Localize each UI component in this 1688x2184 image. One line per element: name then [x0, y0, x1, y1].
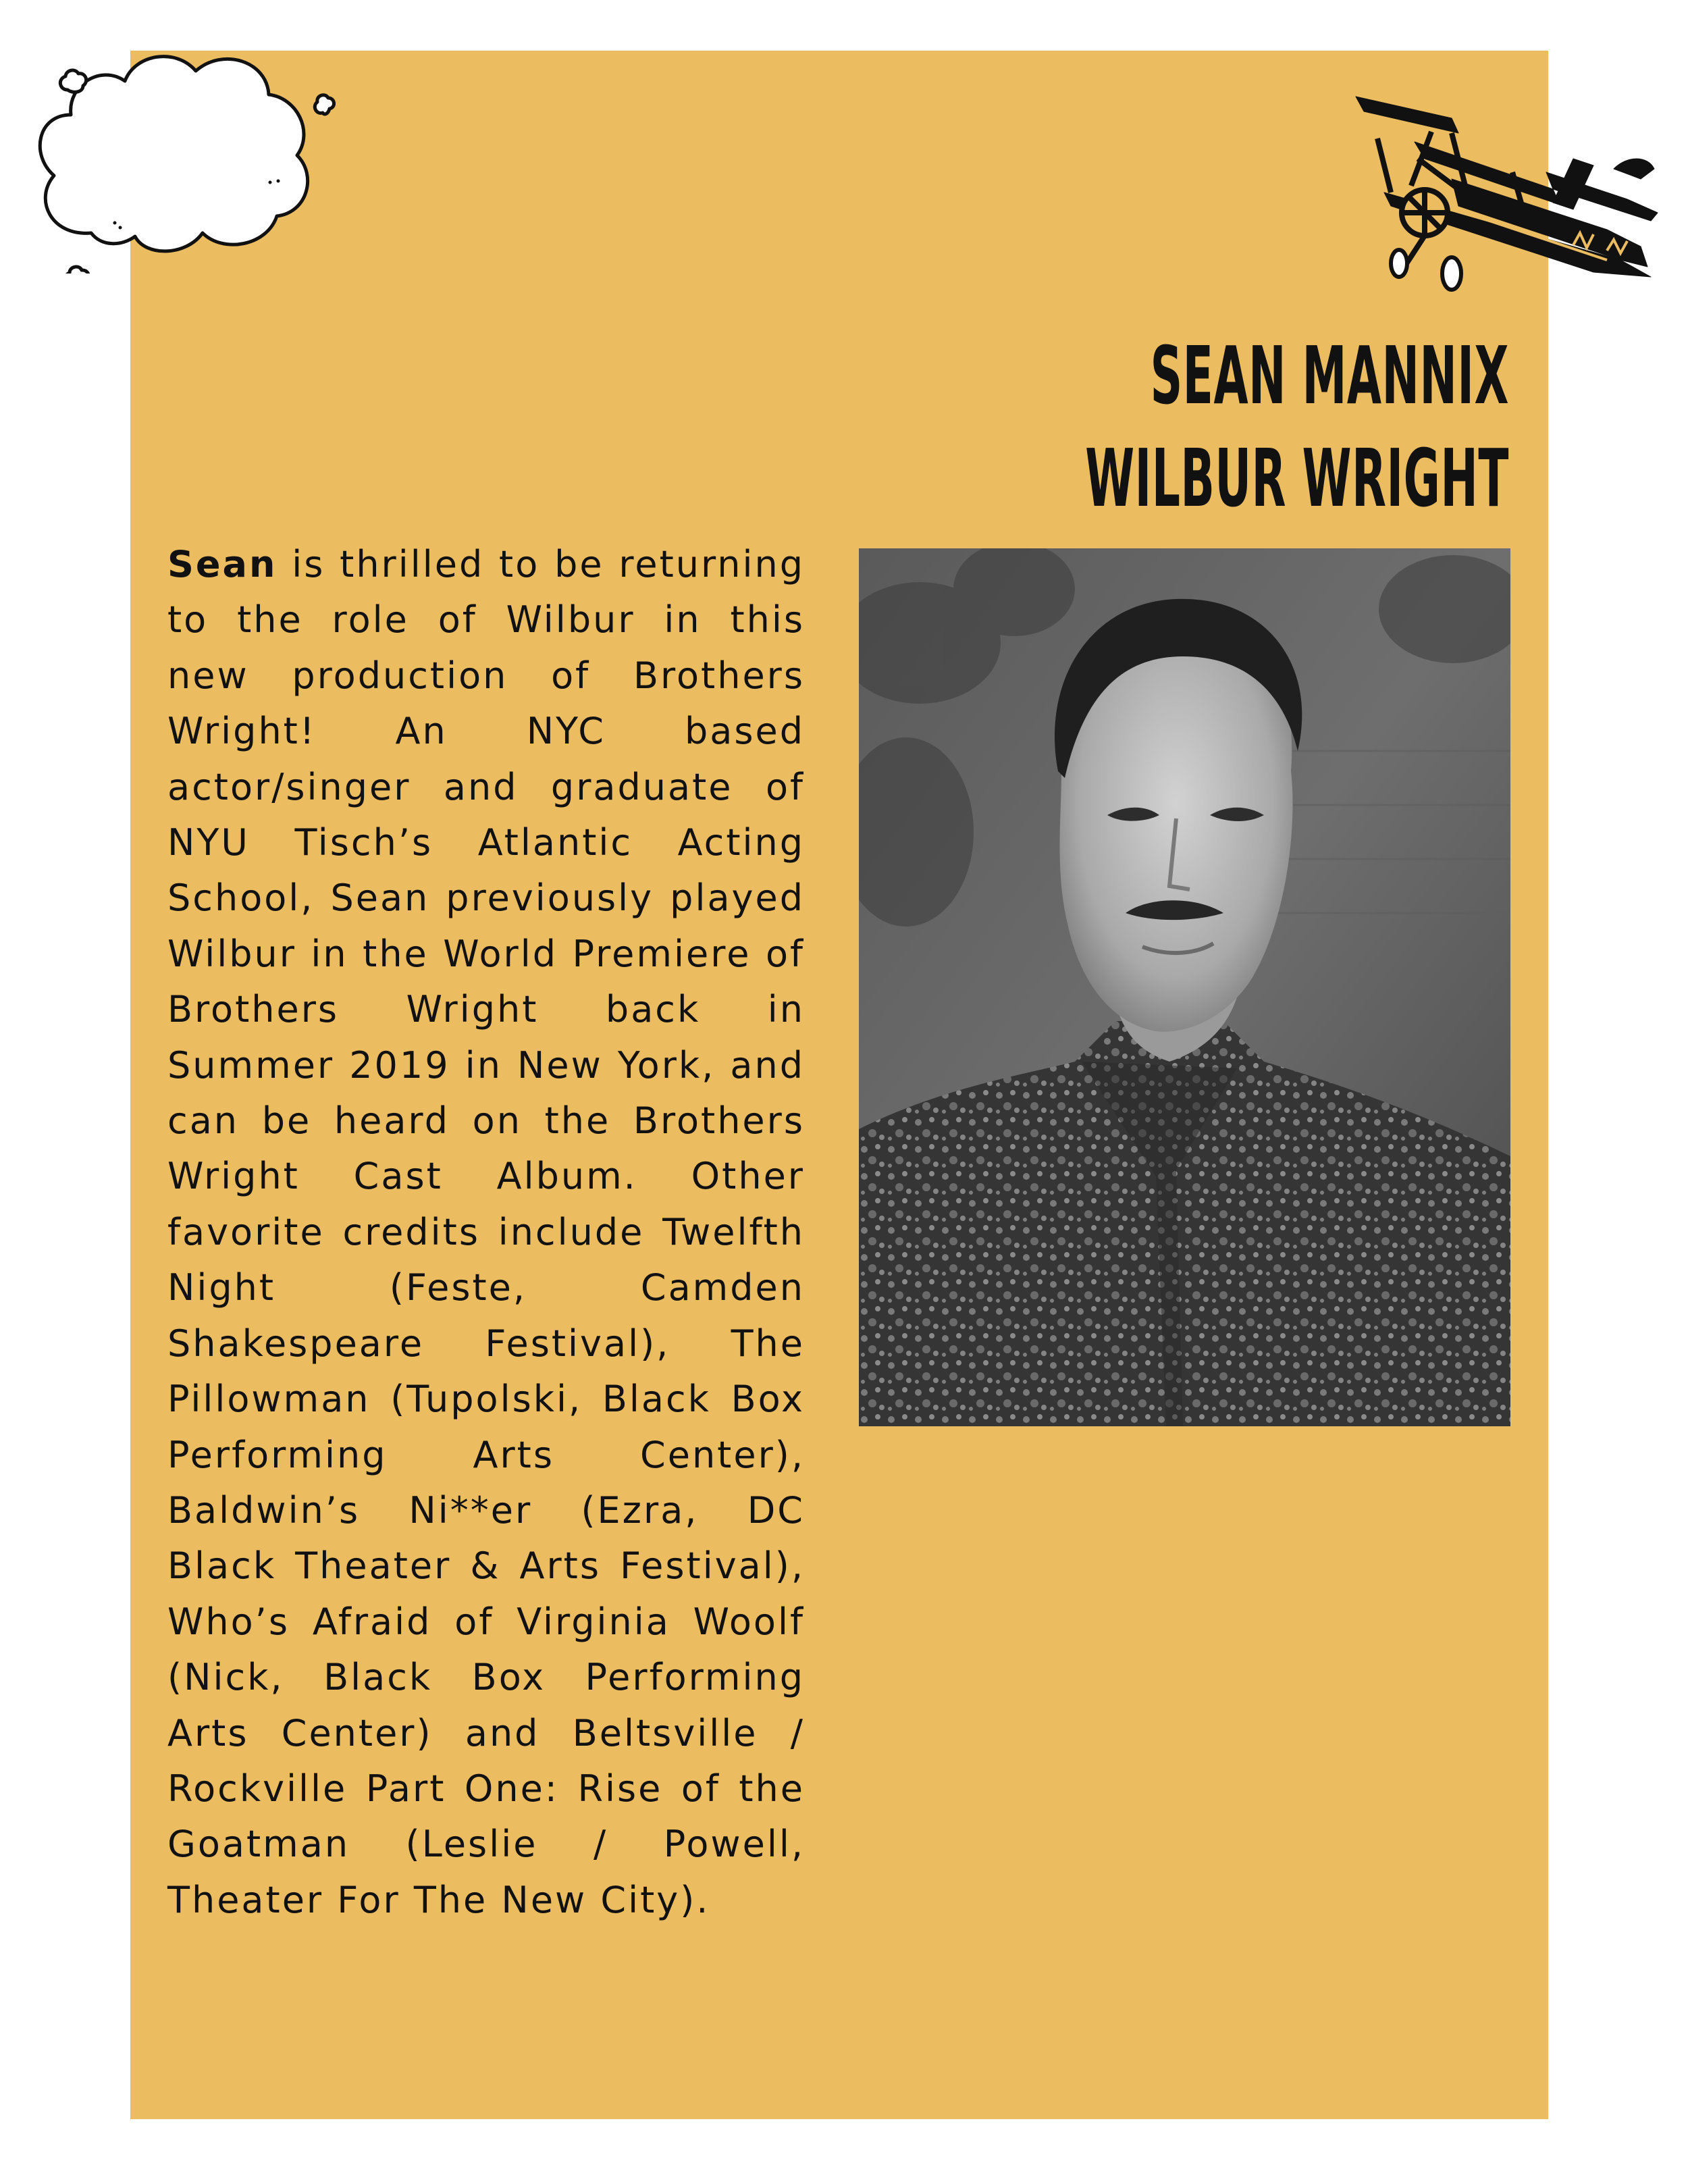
biplane-icon — [1350, 91, 1668, 307]
character-role: WILBUR WRIGHT — [1085, 432, 1509, 525]
headshot-photo — [859, 548, 1510, 1426]
bio-lead-name: Sean — [167, 543, 278, 586]
cast-member-name: SEAN MANNIX — [1150, 329, 1509, 422]
cloud-doodle-icon — [27, 30, 338, 274]
title-block — [752, 324, 1509, 529]
bio-body: is thrilled to be returning to the role of Wilbur in this new production of Brothers Wright! An NYC based actor/singer and graduate of NYU Tisch’s Atlantic Acting School, Sean previously played Wilbur in the World Premiere of Brothers Wright back in Summer 2019 in New York, and can be heard on the Brothers Wright Cast Album. Other favorite credits include Twelfth Night (Feste, Camden Shakespeare Festival), The Pillowman (Tupolski, Black Box Performing Arts Center), Baldwin’s Ni**er (Ezra, DC Black Theater & Arts Festival), Who’s Afraid of Virginia Woolf (Nick, Black Box Performing Arts Center) and Beltsville / Rockville Part One: Rise of the Goatman (Leslie / Powell, Theater For The New City). — [167, 543, 805, 1921]
bio-paragraph — [167, 537, 805, 1928]
